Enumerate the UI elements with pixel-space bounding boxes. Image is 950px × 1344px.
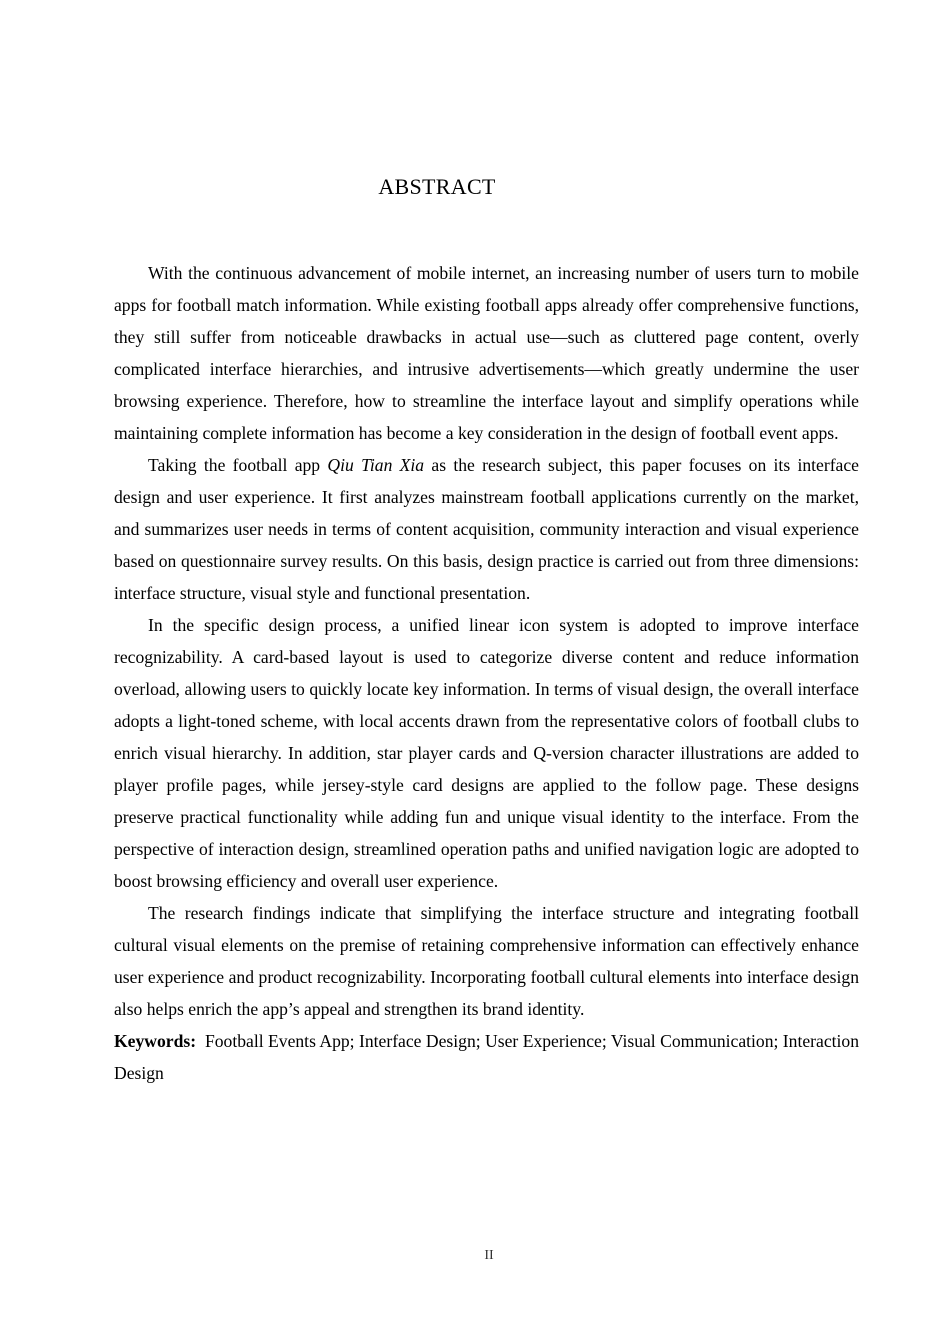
app-name: Qiu Tian Xia (327, 455, 425, 475)
keywords-list: Football Events App; Interface Design; User Experience; Visual Communication; Interaction Design (114, 1031, 860, 1083)
abstract-paragraph-1: With the continuous advancement of mobile internet, an increasing number of users turn to mobile apps for football match information. While existing football apps already offer comprehensive functions, they still suffer from noticeable drawbacks in actual use—such as cluttered page content, overly complicated interface hierarchies, and intrusive advertisements—which greatly undermine the user browsing experience. Therefore, how to streamline the interface layout and simplify operations while maintaining complete information has become a key consideration in the design of football event apps. (114, 263, 859, 443)
abstract-title: ABSTRACT (378, 174, 496, 199)
keywords-label: Keywords: (114, 1031, 197, 1051)
paragraph-2-rest: as the research subject, this paper focuses on its interface design and user experience. It first analyzes mainstream football applications currently on the market, and summarizes user needs in terms of content acquisition, community interaction and visual experience based on questionnaire survey results. On this basis, design practice is carried out from three dimensions: interface structure, visual style and functional presentation. (114, 455, 859, 603)
abstract-paragraph-3: In the specific design process, a unified linear icon system is adopted to improve interface recognizability. A card-based layout is used to categorize diverse content and reduce information overload, allowing users to quickly locate key information. In terms of visual design, the overall interface adopts a light-toned scheme, with local accents drawn from the representative colors of football clubs to enrich visual hierarchy. In addition, star player cards and Q-version character illustrations are added to player profile pages, while jersey-style card designs are applied to the follow page. These designs preserve practical functionality while adding fun and unique visual identity to the interface. From the perspective of interaction design, streamlined operation paths and unified navigation logic are adopted to boost browsing efficiency and overall user experience. (114, 615, 859, 891)
keywords-line (114, 1025, 859, 1089)
page-number: II (484, 1248, 494, 1263)
paragraph-2-lead: Taking the football app (148, 455, 328, 475)
abstract-paragraph-4: The research findings indicate that simplifying the interface structure and integrating football cultural visual elements on the premise of retaining comprehensive information can effectively enhance user experience and product recognizability. Incorporating football cultural elements into interface design also helps enrich the app’s appeal and strengthen its brand identity. (114, 903, 859, 1019)
abstract-body (114, 257, 859, 1089)
abstract-paragraph-2 (114, 449, 859, 609)
